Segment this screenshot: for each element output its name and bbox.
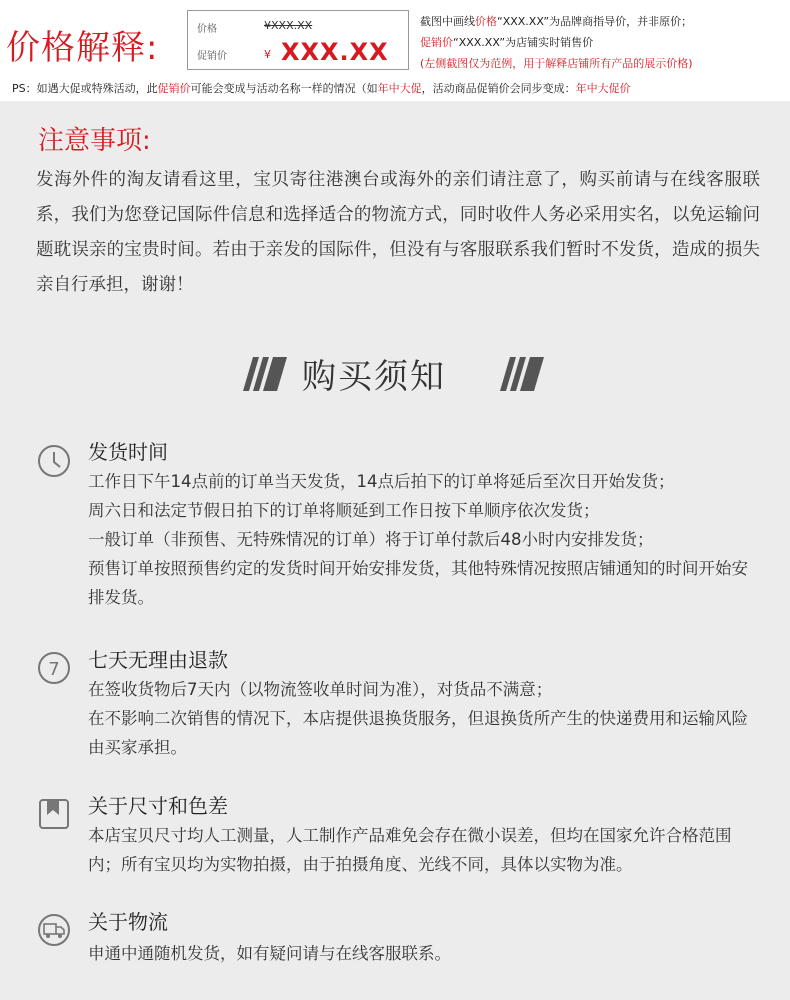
list-item: 预售订单按照预售约定的发货时间开始安排发货，其他特殊情况按照店铺通知的时间开始安排发货。 — [88, 559, 748, 607]
promo-price-value: XXX.XX — [281, 38, 389, 66]
explanation-line-2: 促销价“XXX.XX”为店铺实时销售价 — [420, 36, 594, 49]
promo-price-label: 促销价 — [197, 51, 227, 62]
section-title-return: 七天无理由退款 — [88, 648, 228, 672]
notice-title: 注意事项: — [38, 126, 151, 156]
slash-decoration-right — [500, 357, 544, 391]
section-title-shipping: 发货时间 — [88, 440, 168, 464]
list-item: 在不影响二次销售的情况下，本店提供退换货服务，但退换货所产生的快递费用和运输风险由买家承担。 — [88, 709, 748, 757]
section-title-size-color: 关于尺寸和色差 — [88, 794, 228, 818]
ps-note: PS：如遇大促或特殊活动，此促销价可能会变成与活动名称一样的情况（如年中大促，活动商品促销价会同步变成：年中大促价 — [12, 82, 631, 95]
promo-price-currency: ¥ — [264, 48, 271, 61]
section-body-logistics — [88, 939, 758, 968]
purchase-notice-heading — [0, 345, 790, 405]
price-explanation-title: 价格解释: — [6, 28, 159, 68]
bookmark-icon — [37, 797, 71, 831]
slash-decoration-left — [243, 357, 287, 391]
list-item: 一般订单（非预售、无特殊情况的订单）将于订单付款后48小时内安排发货； — [88, 530, 654, 549]
section-body-size-color — [88, 821, 758, 879]
section-title-logistics: 关于物流 — [88, 910, 168, 934]
page-heading: 购买须知 — [302, 357, 446, 397]
section-body-shipping — [88, 467, 758, 612]
price-example-box — [187, 10, 409, 70]
section-body-return — [88, 675, 758, 762]
list-item: 工作日下午14点前的订单当天发货，14点后拍下的订单将延后至次日开始发货； — [88, 472, 675, 491]
clock-icon — [37, 444, 71, 478]
list-price-label: 价格 — [197, 24, 217, 35]
list-item: 申通中通随机发货，如有疑问请与在线客服联系。 — [88, 944, 451, 963]
list-item: 本店宝贝尺寸均人工测量，人工制作产品难免会存在微小误差，但均在国家允许合格范围内；所有宝贝均为实物拍摄，由于拍摄角度、光线不同，具体以实物为准。 — [88, 826, 732, 874]
list-item: 在签收货物后7天内（以物流签收单时间为准），对货品不满意； — [88, 680, 553, 699]
list-price-value: ¥XXX.XX — [264, 19, 313, 32]
price-explanation-band — [0, 0, 790, 101]
explanation-line-3: (左侧截图仅为范例，用于解释店铺所有产品的展示价格) — [420, 57, 693, 70]
list-item: 周六日和法定节假日拍下的订单将顺延到工作日按下单顺序依次发货； — [88, 501, 600, 520]
seven-day-icon-text: 7 — [48, 659, 60, 680]
explanation-line-1: 截图中画线价格“XXX.XX”为品牌商指导价，并非原价； — [420, 15, 693, 28]
delivery-truck-icon — [37, 913, 71, 947]
notice-body: 发海外件的淘友请看这里，宝贝寄往港澳台或海外的亲们请注意了，购买前请与在线客服联系，我们为您登记国际件信息和选择适合的物流方式，同时收件人务必采用实名，以免运输问题耽误亲的宝贵时间。若由于亲发的国际件，但没有与客服联系我们暂时不发货，造成的损失亲自行承担，谢谢！ — [36, 170, 760, 295]
seven-day-icon — [37, 651, 71, 685]
